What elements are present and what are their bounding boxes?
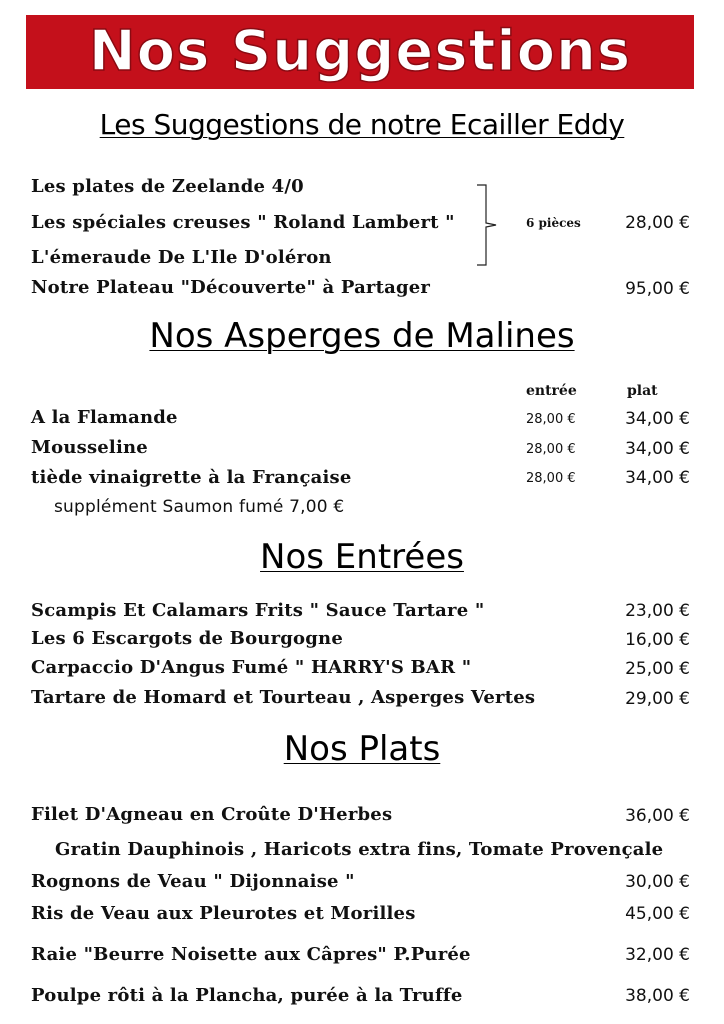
asparagus-entree-price: 28,00 € (526, 412, 576, 427)
asparagus-plat-price: 34,00 € (625, 468, 690, 488)
starter-item: Tartare de Homard et Tourteau , Asperges Vertes (31, 687, 536, 708)
asparagus-plat-price: 34,00 € (625, 439, 690, 459)
section-title-asparagus: Nos Asperges de Malines (149, 316, 575, 356)
starter-price: 29,00 € (625, 689, 690, 709)
asparagus-entree-price: 28,00 € (526, 442, 576, 457)
starter-item: Scampis Et Calamars Frits " Sauce Tartare " (31, 600, 485, 621)
main-price: 30,00 € (625, 872, 690, 892)
oyster-item: Les spéciales creuses " Roland Lambert " (31, 212, 455, 233)
section-title-mains: Nos Plats (283, 729, 441, 769)
main-item-garnish: Gratin Dauphinois , Haricots extra fins, Tomate Provençale (55, 839, 664, 860)
group-brace (476, 184, 498, 266)
main-item: Filet D'Agneau en Croûte D'Herbes (31, 804, 393, 825)
supplement-note: supplément Saumon fumé 7,00 € (54, 497, 345, 517)
starter-item: Les 6 Escargots de Bourgogne (31, 628, 343, 649)
asparagus-item: tiède vinaigrette à la Française (31, 467, 352, 488)
starter-price: 25,00 € (625, 659, 690, 679)
asparagus-plat-price: 34,00 € (625, 409, 690, 429)
oyster-item: L'émeraude De L'Ile D'oléron (31, 247, 332, 268)
starter-price: 16,00 € (625, 630, 690, 650)
section-title-starters: Nos Entrées (260, 537, 464, 577)
starter-item: Carpaccio D'Angus Fumé " HARRY'S BAR " (31, 657, 472, 678)
main-price: 45,00 € (625, 904, 690, 924)
group-quantity: 6 pièces (526, 216, 581, 230)
column-header-entree: entrée (526, 383, 577, 399)
group-price: 28,00 € (625, 213, 690, 233)
starter-price: 23,00 € (625, 601, 690, 621)
main-price: 36,00 € (625, 806, 690, 826)
main-item: Rognons de Veau " Dijonnaise " (31, 871, 355, 892)
main-price: 38,00 € (625, 986, 690, 1006)
platter-name: Notre Plateau "Découverte" à Partager (31, 277, 431, 298)
main-price: 32,00 € (625, 945, 690, 965)
asparagus-entree-price: 28,00 € (526, 471, 576, 486)
section-title-oysters: Les Suggestions de notre Ecailler Eddy (99, 108, 625, 141)
main-item: Poulpe rôti à la Plancha, purée à la Truffe (31, 985, 463, 1006)
column-header-plat: plat (627, 383, 658, 399)
asparagus-item: Mousseline (31, 437, 148, 458)
page-title: Nos Suggestions (88, 19, 632, 84)
oyster-item: Les plates de Zeelande 4/0 (31, 176, 304, 197)
platter-price: 95,00 € (625, 279, 690, 299)
main-item: Ris de Veau aux Pleurotes et Morilles (31, 903, 416, 924)
main-item: Raie "Beurre Noisette aux Câpres" P.Purée (31, 944, 471, 965)
header-banner (26, 15, 694, 89)
asparagus-item: A la Flamande (31, 407, 178, 428)
